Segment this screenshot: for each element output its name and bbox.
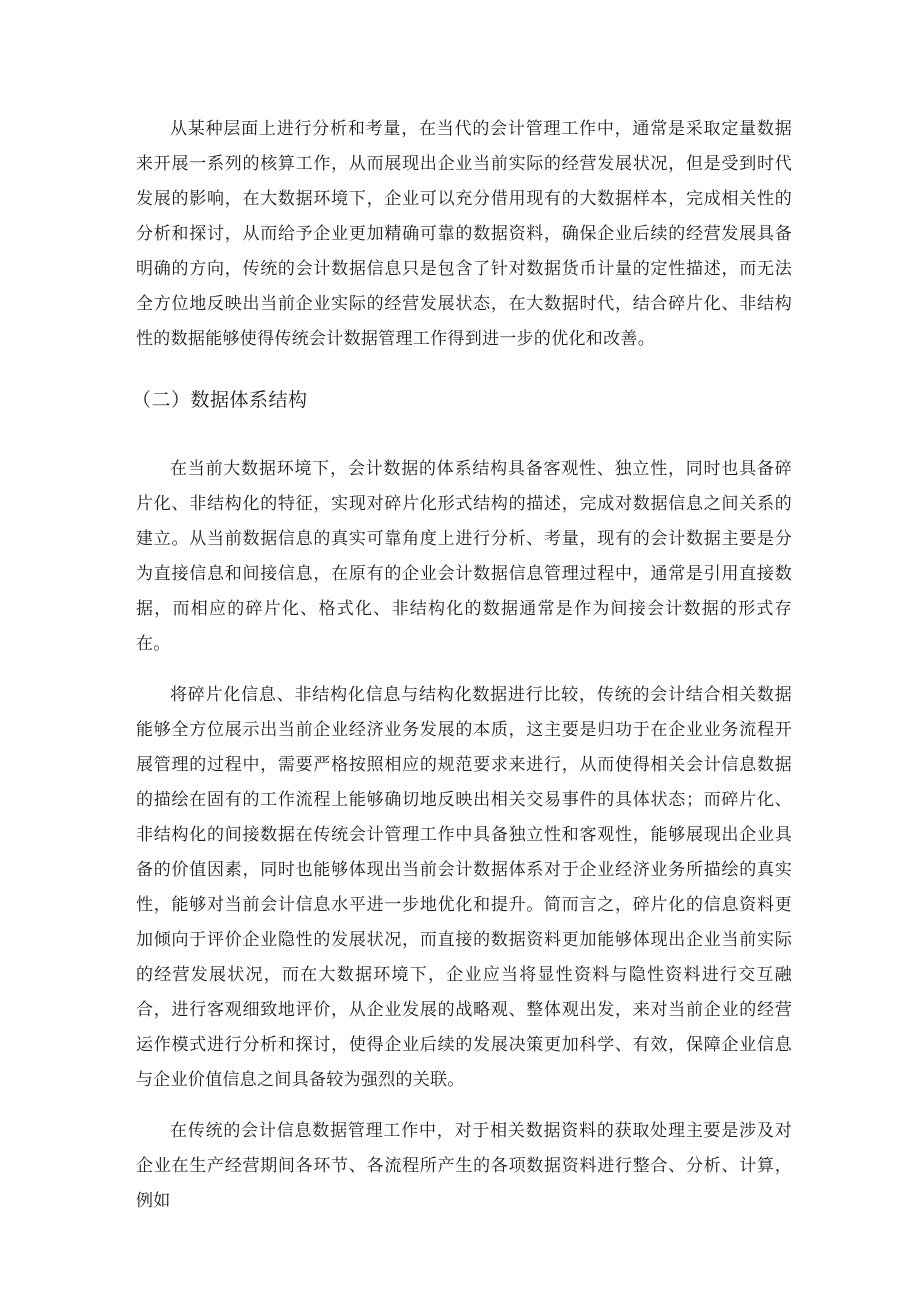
body-paragraph-4: 在传统的会计信息数据管理工作中，对于相关数据资料的获取处理主要是涉及对企业在生产经营期间各环节、各流程所产生的各项数据资料进行整合、分析、计算，例如 [136, 1121, 792, 1211]
body-paragraph-2: 在当前大数据环境下，会计数据的体系结构具备客观性、独立性，同时也具备碎片化、非结构化的特征，实现对碎片化形式结构的描述，完成对数据信息之间关系的建立。从当前数据信息的真实可靠角度上进行分析、考量，现有的会计数据主要是分为直接信息和间接信息，在原有的企业会计数据信息管理过程中，通常是引用直接数据，而相应的碎片化、格式化、非结构化的数据通常是作为间接会计数据的形式存在。 [136, 459, 792, 654]
body-paragraph-3: 将碎片化信息、非结构化信息与结构化数据进行比较，传统的会计结合相关数据能够全方位展示出当前企业经济业务发展的本质，这主要是归功于在企业业务流程开展管理的过程中，需要严格按照相应的规范要求来进行，从而使得相关会计信息数据的描绘在固有的工作流程上能够确切地反映出相关交易事件的具体状态；而碎片化、非结构化的间接数据在传统会计管理工作中具备独立性和客观性，能够展现出企业具备的价值因素，同时也能够体现出当前会计数据体系对于企业经济业务所描绘的真实性，能够对当前会计信息水平进一步地优化和提升。简而言之，碎片化的信息资料更加倾向于评价企业隐性的发展状况，而直接的数据资料更加能够体现出企业当前实际的经营发展状况，而在大数据环境下，企业应当将显性资料与隐性资料进行交互融合，进行客观细致地评价，从企业发展的战略观、整体观出发，来对当前企业的经营运作模式进行分析和探讨，使得企业后续的发展决策更加科学、有效，保障企业信息与企业价值信息之间具备较为强烈的关联。 [136, 685, 792, 1090]
section-heading: （二）数据体系结构 [132, 389, 308, 411]
body-paragraph-1: 从某种层面上进行分析和考量，在当代的会计管理工作中，通常是采取定量数据来开展一系列的核算工作，从而展现出企业当前实际的经营发展状况，但是受到时代发展的影响，在大数据环境下，企业可以充分借用现有的大数据样本，完成相关性的分析和探讨，从而给予企业更加精确可靠的数据资料，确保企业后续的经营发展具备明确的方向，传统的会计数据信息只是包含了针对数据货币计量的定性描述，而无法全方位地反映出当前企业实际的经营发展状态，在大数据时代，结合碎片化、非结构性的数据能够使得传统会计数据管理工作得到进一步的优化和改善。 [136, 119, 792, 349]
document-page [132, 112, 792, 1235]
